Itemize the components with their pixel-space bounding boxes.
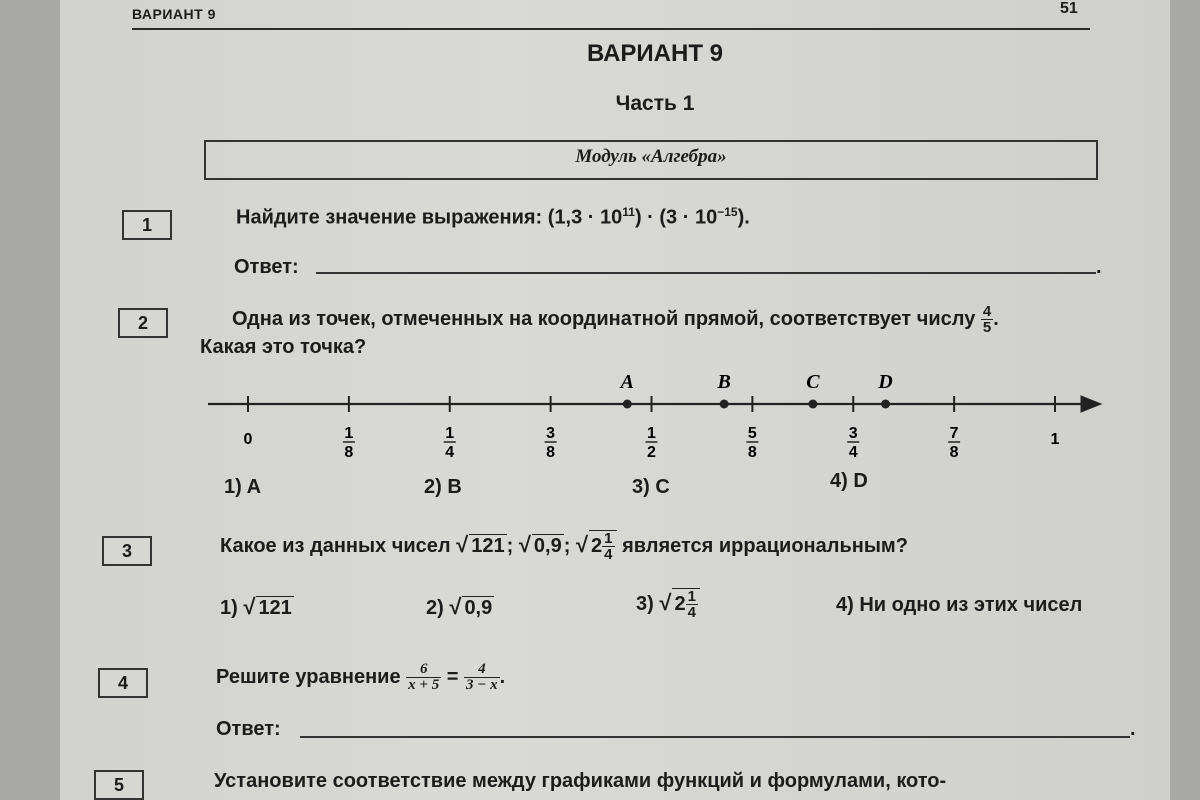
q3-option-2[interactable]: 2) √ 0,9 — [426, 594, 493, 619]
point-label-B: B — [717, 371, 731, 393]
workbook-page — [60, 0, 1170, 800]
point-C — [808, 400, 817, 409]
answer-field-4[interactable] — [300, 736, 1130, 738]
q2-option-2[interactable]: 2) B — [424, 476, 462, 498]
tick-label-den-3: 8 — [546, 444, 556, 460]
running-header: ВАРИАНТ 9 — [132, 6, 216, 22]
tick-label-num-2: 1 — [445, 425, 455, 442]
tick-label-0: 0 — [243, 431, 253, 448]
point-label-A: A — [620, 371, 634, 393]
part-title: Часть 1 — [615, 92, 695, 115]
question-number-2: 2 — [118, 308, 168, 338]
answer-label-4: Ответ: — [216, 718, 281, 740]
tick-label-den-4: 2 — [647, 444, 656, 460]
tick-label-8: 1 — [1050, 431, 1060, 448]
tick-label-num-1: 1 — [344, 425, 354, 442]
question-2-line2: Какая это точка? — [200, 336, 367, 358]
tick-label-num-7: 7 — [949, 425, 959, 442]
question-number-5: 5 — [94, 770, 144, 800]
q2-option-4[interactable]: 4) D — [830, 470, 868, 492]
question-number-1: 1 — [122, 210, 172, 240]
fraction-four-fifths: $\frac{4}{5}$ — [982, 303, 992, 336]
point-D — [881, 400, 890, 409]
q3-option-3[interactable]: 3) √ 2 $\frac{1}{4}$ — [636, 588, 700, 620]
number-line — [200, 360, 1110, 460]
tick-label-num-4: 1 — [647, 425, 656, 442]
tick-label-den-7: 8 — [949, 444, 959, 460]
question-5-text: Установите соответствие между графиками функций и формулами, кото- — [214, 770, 947, 792]
point-label-D: D — [878, 371, 893, 393]
question-number-4: 4 — [98, 668, 148, 698]
tick-label-num-5: 5 — [747, 425, 757, 442]
answer-field-1[interactable] — [316, 272, 1096, 274]
tick-label-den-6: 4 — [848, 444, 858, 460]
tick-label-den-5: 8 — [747, 444, 757, 460]
q2-option-3[interactable]: 3) C — [632, 476, 670, 498]
module-heading: Модуль «Алгебра» — [204, 140, 1098, 180]
q2-option-1[interactable]: 1) A — [224, 476, 262, 498]
question-3-text: Какое из данных чисел √ 121 ; √ 0,9 ; √ 2 $\frac{1}{4}$ является иррациональным? — [220, 530, 908, 563]
variant-title: ВАРИАНТ 9 — [586, 40, 724, 67]
tick-label-num-3: 3 — [546, 425, 556, 442]
answer-label-1: Ответ: — [234, 256, 299, 278]
question-2-text: Одна из точек, отмеченных на координатной прямой, соответствует числу $\frac{4}{5}$ . — [232, 303, 999, 336]
tick-label-den-2: 4 — [445, 444, 455, 460]
q3-option-1[interactable]: 1) √ 121 — [220, 594, 292, 619]
tick-label-den-1: 8 — [344, 444, 354, 460]
answer-period-4: . — [1130, 718, 1136, 740]
question-number-3: 3 — [102, 536, 152, 566]
point-A — [623, 400, 632, 409]
point-label-C: C — [806, 371, 820, 393]
page-number: 51 — [1060, 0, 1078, 17]
tick-label-num-6: 3 — [848, 425, 858, 442]
answer-period-1: . — [1096, 256, 1102, 278]
header-rule — [132, 28, 1090, 30]
q3-option-4[interactable]: 4) Ни одно из этих чисел — [836, 594, 1083, 616]
point-B — [720, 400, 729, 409]
question-4-text: Решите уравнение $\frac{6}{x + 5}$ = $\frac{4}{3 - x}$ . — [216, 661, 506, 693]
question-1-text: Найдите значение выражения: $(1,3 \cdot 10^{11}) \cdot (3 \cdot 10^{-15})$. — [236, 205, 750, 229]
